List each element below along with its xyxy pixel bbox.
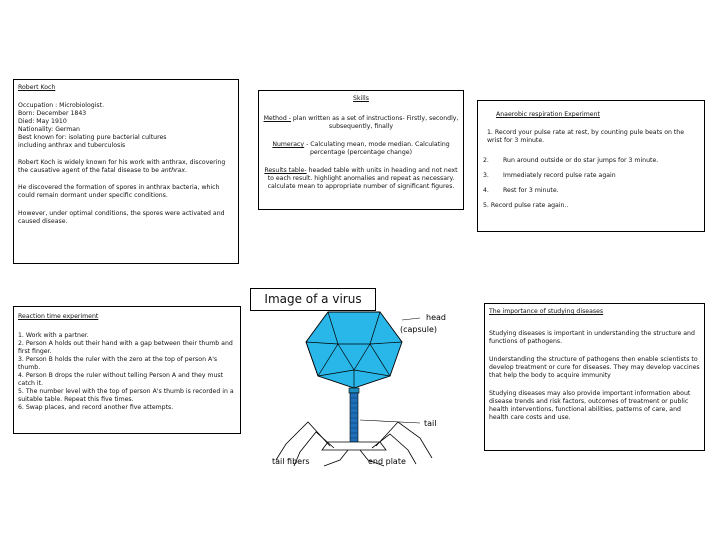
study-title: The importance of studying diseases <box>489 308 604 315</box>
koch-paragraph-1-text: Robert Koch is widely known for his work with anthrax, discovering the causative agent of the fatal disease to be <box>18 159 226 174</box>
skills-title: Skills <box>353 95 369 102</box>
anaerobic-title: Anaerobic respiration Experiment <box>496 111 600 118</box>
reaction-time-panel <box>13 306 241 434</box>
anaerobic-step-5: 5. Record pulse rate again.. <box>483 202 569 209</box>
skills-method <box>263 115 459 131</box>
study-paragraph-3: Studying diseases may also provide important information about disease trends and risk factors, outcomes of treatment or public health interventions, functional abilities, patterns of care, and health care costs and use. <box>489 390 691 421</box>
results-label: Results table- <box>264 167 307 174</box>
anaerobic-step <box>483 157 699 165</box>
koch-paragraph-3: However, under optimal conditions, the spores were activated and caused disease. <box>18 210 225 225</box>
method-label: Method - <box>263 115 291 122</box>
studying-diseases-panel <box>484 303 705 451</box>
step-text: Immediately record pulse rate again <box>503 172 616 179</box>
virus-capsid <box>306 312 402 388</box>
koch-paragraph-1-end: . <box>185 167 187 174</box>
koch-paragraph-1-emphasis: anthrax <box>160 167 186 174</box>
koch-fact: Nationality: German <box>18 126 80 133</box>
label-tail-fibers: tail fibers <box>272 457 310 466</box>
method-text: plan written as a set of instructions- Firstly, secondly, subsequently, finally <box>290 115 459 130</box>
study-paragraph-1: Studying diseases is important in understanding the structure and functions of pathogens. <box>489 330 695 345</box>
koch-paragraph-2: He discovered the formation of spores in anthrax bacteria, which could remain dormant under specific conditions. <box>18 184 220 199</box>
skills-panel <box>258 90 464 210</box>
anaerobic-step <box>483 172 699 180</box>
koch-fact: Born: December 1843 <box>18 110 87 117</box>
reaction-step: 1. Work with a partner. <box>18 332 89 339</box>
koch-fact: Died: May 1910 <box>18 118 67 125</box>
step-text: Run around outside or do star jumps for 3 minute. <box>503 157 659 164</box>
step-number: 2. <box>483 157 489 164</box>
skills-numeracy <box>263 141 459 157</box>
koch-fact: Best known for: isolating pure bacterial cultures <box>18 134 167 141</box>
anaerobic-experiment-panel <box>477 100 705 232</box>
koch-fact: including anthrax and tuberculosis <box>18 142 126 149</box>
reaction-step: 2. Person A holds out their hand with a gap between their thumb and first finger. <box>18 340 233 355</box>
numeracy-label: Numeracy <box>272 141 305 148</box>
reaction-title: Reaction time experiment <box>18 313 99 320</box>
anaerobic-step-1: 1. Record your pulse rate at rest, by counting pule beats on the wrist for 3 minute. <box>487 129 685 144</box>
step-number: 3. <box>483 172 489 179</box>
bacteriophage-illustration <box>250 310 476 474</box>
reaction-step: 3. Person B holds the ruler with the zero at the top of person A's thumb. <box>18 356 218 371</box>
label-tail: tail <box>424 419 437 428</box>
step-number: 4. <box>483 187 489 194</box>
virus-image-title: Image of a virus <box>250 288 376 311</box>
reaction-step: 6. Swap places, and record another five attempts. <box>18 404 174 411</box>
koch-paragraph-1 <box>18 159 234 175</box>
skills-results <box>263 167 459 191</box>
reaction-step: 4. Person B drops the ruler without telling Person A and they must catch it. <box>18 372 224 387</box>
step-text: Rest for 3 minute. <box>503 187 559 194</box>
koch-title: Robert Koch <box>18 84 56 91</box>
label-head: head <box>426 313 446 322</box>
koch-fact: Occupation : Microbiologist. <box>18 102 105 109</box>
anaerobic-step <box>483 187 699 195</box>
label-end-plate: end plate <box>368 457 406 466</box>
label-capsule: (capsule) <box>400 325 438 334</box>
reaction-step: 5. The number level with the top of person A's thumb is recorded in a suitable table. Repeat this five times. <box>18 388 234 403</box>
numeracy-text: - Calculating mean, mode median. Calculating percentage (percentage change) <box>304 141 450 156</box>
virus-tail <box>349 388 359 443</box>
study-paragraph-2: Understanding the structure of pathogens then enable scientists to develop treatment or cure for diseases. They may develop vaccines that help the body to acquire immunity <box>489 356 700 379</box>
results-text: headed table with units in heading and not next to each result. highlight anomalies and repeat as necessary. calculate mean to appropriate number of significant figures. <box>267 167 458 190</box>
robert-koch-panel <box>13 79 239 264</box>
